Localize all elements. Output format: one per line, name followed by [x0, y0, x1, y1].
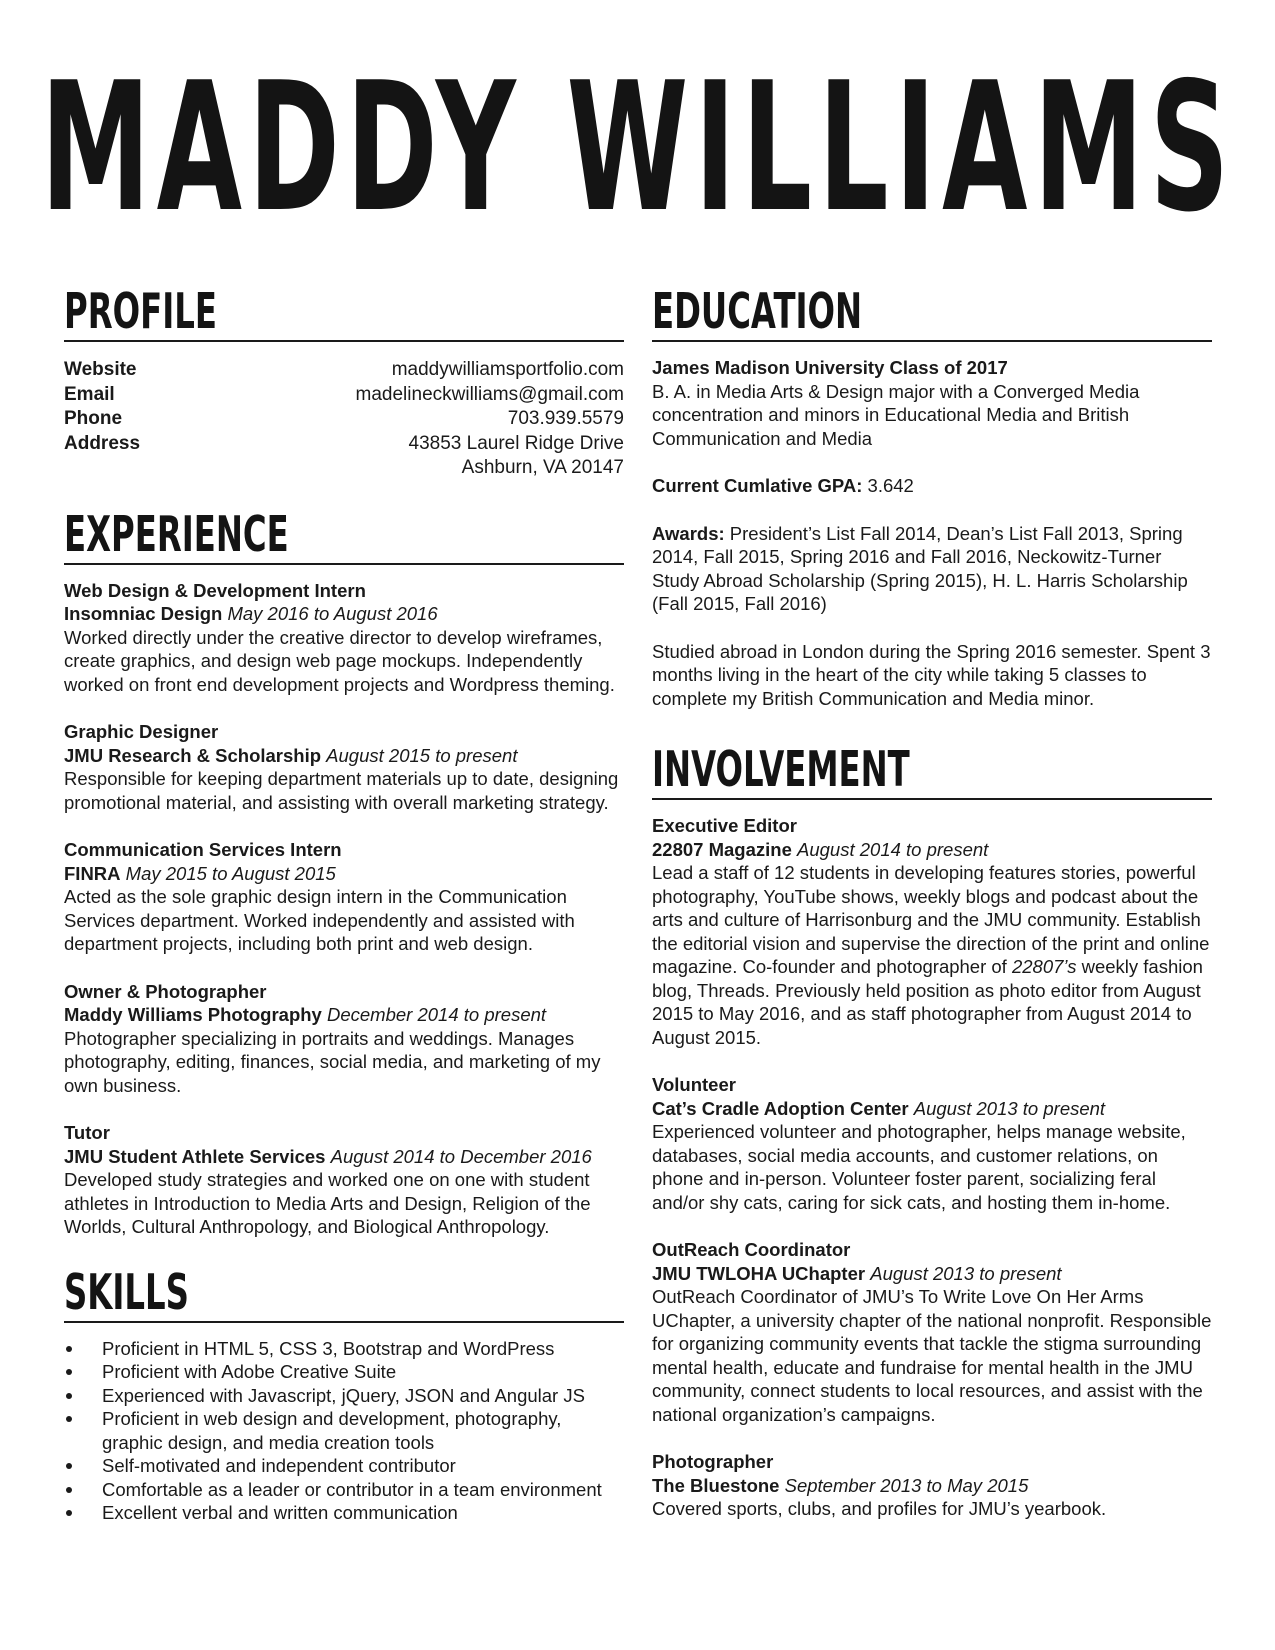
experience-entry	[64, 838, 624, 956]
role-org: 22807 Magazine	[652, 838, 792, 860]
job-description: Responsible for keeping department materials up to date, designing promotional material, and assisting with overall marketing strategy.	[64, 768, 619, 813]
gpa-value: 3.642	[867, 475, 914, 496]
address-line-1: 43853 Laurel Ridge Drive	[408, 432, 624, 454]
role-dates: August 2013 to present	[870, 1262, 1062, 1284]
role-org: JMU TWLOHA UChapter	[652, 1262, 866, 1284]
role-description: OutReach Coordinator of JMU’s To Write Love On Her Arms UChapter, a university chapter of the national nonprofit. Responsible for organizing community events that tackle the stigma surrounding mental health, educate and fundraise for mental health in the JMU community, connect students to local resources, and assist with the national organization’s campaigns.	[652, 1286, 1212, 1425]
awards-label: Awards:	[652, 522, 725, 544]
profile-label: Email	[64, 383, 115, 405]
skill-item: Excellent verbal and written communication	[64, 1501, 624, 1525]
education-heading: EDUCATION	[652, 288, 1212, 342]
role-dates: August 2014 to present	[797, 838, 989, 860]
website-link[interactable]: maddywilliamsportfolio.com	[391, 359, 624, 380]
skills-heading: SKILLS	[64, 1269, 624, 1323]
role-title: Executive Editor	[652, 815, 797, 836]
gpa-line	[652, 474, 1212, 498]
job-description: Worked directly under the creative director to develop wireframes, create graphics, and design web page mockups. Independently worked on front end development projects and Wordpress theming.	[64, 626, 615, 695]
profile-row-address	[64, 432, 624, 457]
profile-section	[64, 283, 624, 481]
profile-row-address-2	[64, 456, 624, 481]
job-org: Maddy Williams Photography	[64, 1004, 322, 1025]
job-org: FINRA	[64, 862, 121, 884]
study-abroad-text: Studied abroad in London during the Spring 2016 semester. Spent 3 months living in the heart of the city while taking 5 classes to complete my British Communication and Media minor.	[652, 640, 1211, 709]
job-org-line	[64, 1145, 624, 1169]
job-description: Acted as the sole graphic design intern in the Communication Services department. Worked independently and assisted with department projects, including both print and web design.	[64, 886, 575, 954]
experience-entry	[64, 980, 624, 1098]
involvement-entry	[652, 814, 1212, 1049]
left-column	[64, 283, 624, 1525]
role-description: Experienced volunteer and photographer, helps manage website, databases, social media accounts, and customer relations, on phone and in-person. Volunteer foster parent, socializing feral and/or shy cats, caring for sick cats, and hosting them in-home.	[652, 1121, 1186, 1213]
education-details	[652, 342, 1212, 710]
experience-entry	[64, 1121, 624, 1239]
role-description: Lead a staff of 12 students in developing features stories, powerful photography, YouTube shows, weekly blogs and podcast about the arts and culture of Harrisonburg and the JMU community. Establish the editorial vision and supervise the direction of the print and online magazine. Co-founder and photographer of 22807’s weekly fashion blog, Threads. Previously held position as photo editor from August 2015 to May 2016, and as staff photographer from August 2014 to August 2015.	[652, 862, 1210, 1048]
skills-section	[64, 1263, 624, 1525]
job-title: Owner & Photographer	[64, 980, 267, 1002]
profile-details	[64, 358, 624, 481]
job-org-line	[64, 862, 624, 886]
job-title: Communication Services Intern	[64, 839, 342, 860]
job-org: JMU Student Athlete Services	[64, 1145, 326, 1167]
skill-item: Proficient with Adobe Creative Suite	[64, 1360, 624, 1384]
experience-heading: EXPERIENCE	[64, 511, 624, 565]
awards-line	[652, 522, 1212, 616]
role-org: The Bluestone	[652, 1474, 780, 1496]
profile-label: Phone	[64, 408, 123, 429]
phone-value: 703.939.5579	[507, 408, 624, 429]
role-title: Photographer	[652, 1451, 774, 1472]
role-org-line	[652, 1262, 1212, 1286]
job-dates: May 2016 to August 2016	[227, 603, 438, 624]
job-title: Graphic Designer	[64, 721, 219, 742]
role-title: OutReach Coordinator	[652, 1239, 851, 1260]
experience-entry	[64, 720, 624, 814]
awards-text: President’s List Fall 2014, Dean’s List Fall 2013, Spring 2014, Fall 2015, Spring 2016 and Fall 2016, Neckowitz-Turner Study Abroad Scholarship (Spring 2015), H. L. Harris Scholarship (Fall 2015, Fall 2016)	[652, 522, 1188, 614]
role-org-line	[652, 1474, 1212, 1498]
degree-block	[652, 356, 1212, 450]
job-dates: May 2015 to August 2015	[125, 862, 336, 884]
involvement-entry	[652, 1238, 1212, 1426]
role-dates: September 2013 to May 2015	[784, 1474, 1029, 1496]
skill-item: Self-motivated and independent contributor	[64, 1454, 624, 1478]
role-org-line	[652, 1097, 1212, 1121]
job-title: Web Design & Development Intern	[64, 579, 366, 601]
role-dates: August 2013 to present	[913, 1097, 1106, 1119]
gpa-label: Current Cumlative GPA:	[652, 475, 863, 496]
involvement-list	[652, 800, 1212, 1521]
email-link[interactable]: madelineckwilliams@gmail.com	[355, 383, 624, 405]
profile-label: Website	[64, 359, 137, 380]
skill-item: Experienced with Javascript, jQuery, JSON and Angular JS	[64, 1384, 624, 1408]
job-dates: August 2015 to present	[326, 744, 518, 766]
experience-entry	[64, 579, 624, 697]
education-section	[652, 283, 1212, 710]
job-org: Insomniac Design	[64, 603, 223, 624]
job-description: Photographer specializing in portraits and weddings. Manages photography, editing, finances, social media, and marketing of my own business.	[64, 1027, 601, 1096]
experience-section	[64, 505, 624, 1239]
profile-row-email	[64, 383, 624, 408]
role-description: Covered sports, clubs, and profiles for JMU’s yearbook.	[652, 1498, 1107, 1519]
address-line-2: Ashburn, VA 20147	[461, 457, 624, 478]
name-text: MADDY WILLIAMS	[40, 58, 1235, 238]
school-name: James Madison University Class of 2017	[652, 357, 1008, 378]
skills-list	[64, 1337, 624, 1525]
job-org: JMU Research & Scholarship	[64, 744, 322, 766]
skill-item: Proficient in web design and development, photography, graphic design, and media creation tools	[64, 1407, 624, 1454]
skill-item: Comfortable as a leader or contributor in a team environment	[64, 1478, 624, 1502]
profile-label: Address	[64, 432, 141, 454]
experience-list	[64, 565, 624, 1239]
job-dates: December 2014 to present	[326, 1004, 547, 1025]
involvement-heading: INVOLVEMENT	[652, 746, 1212, 800]
profile-row-phone	[64, 407, 624, 432]
role-org: Cat’s Cradle Adoption Center	[652, 1097, 909, 1119]
job-description: Developed study strategies and worked one on one with student athletes in Introduction to Media Arts and Design, Religion of the Worlds, Cultural Anthropology, and Biological Anthropology.	[64, 1169, 591, 1237]
involvement-entry	[652, 1073, 1212, 1214]
role-org-line	[652, 838, 1212, 862]
involvement-section	[652, 741, 1212, 1521]
involvement-entry	[652, 1450, 1212, 1521]
resume-name	[0, 58, 1275, 238]
profile-heading: PROFILE	[64, 288, 624, 342]
skill-item: Proficient in HTML 5, CSS 3, Bootstrap and WordPress	[64, 1337, 624, 1361]
role-title: Volunteer	[652, 1074, 736, 1095]
right-column	[652, 283, 1212, 1521]
profile-row-website	[64, 358, 624, 383]
job-title: Tutor	[64, 1122, 110, 1143]
job-org-line	[64, 744, 624, 768]
job-dates: August 2014 to December 2016	[330, 1145, 592, 1167]
degree-text: B. A. in Media Arts & Design major with a Converged Media concentration and minors in Educational Media and British Communication and Media	[652, 380, 1140, 449]
job-org-line	[64, 602, 624, 626]
job-org-line	[64, 1003, 624, 1027]
